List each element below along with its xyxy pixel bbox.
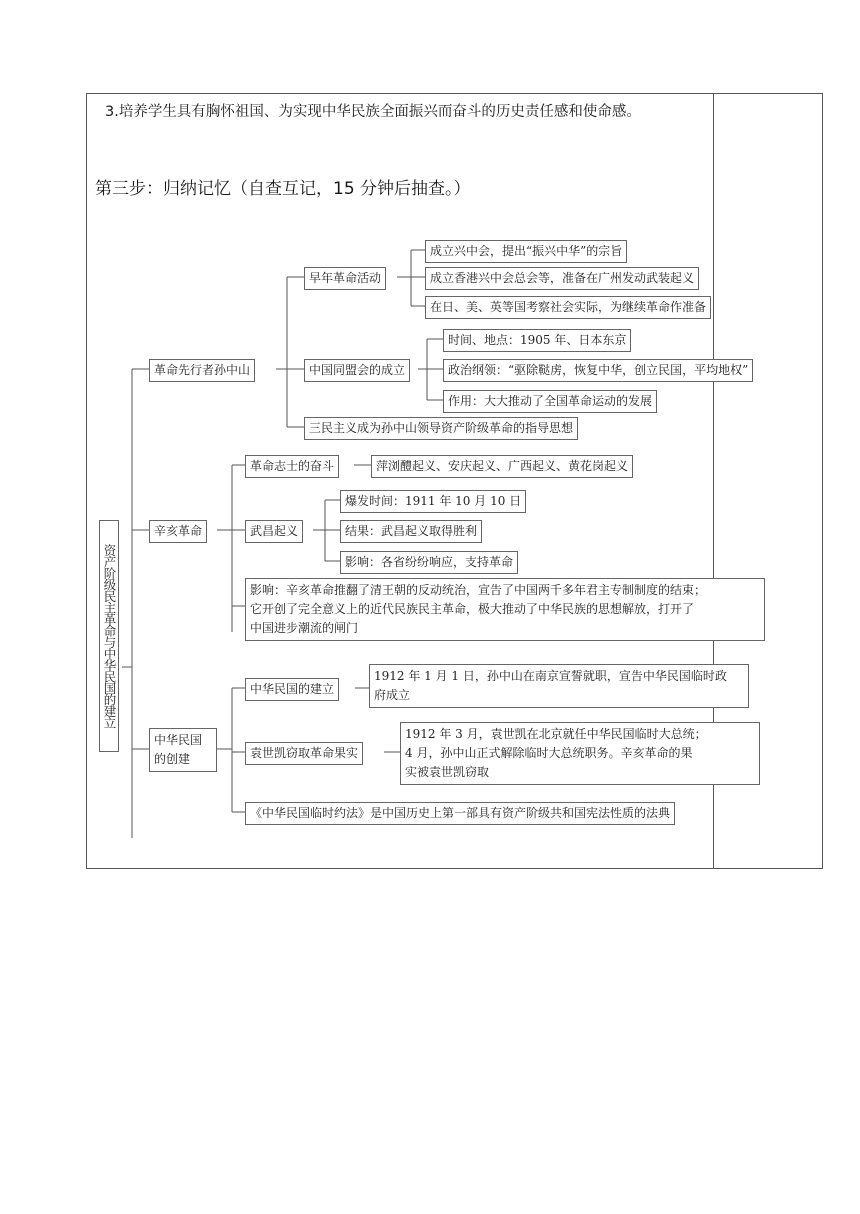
node-fighters: 革命志士的奋斗 [245,455,339,478]
node-roc-line-1: 中华民国 [154,733,203,747]
leaf-early-1: 成立兴中会，提出“振兴中华”的宗旨 [425,240,627,263]
mind-map [99,234,749,838]
influence-line-1: 影响：辛亥革命推翻了清王朝的反动统治，宣告了中国两千多年君主专制制度的结束； [250,583,707,597]
node-early-activities: 早年革命活动 [304,267,386,290]
leaf-wuchang-3: 影响：各省纷纷响应，支持革命 [340,551,518,574]
leaf-league-1: 时间、地点：1905 年、日本东京 [443,329,631,352]
leaf-league-3: 作用：大大推动了全国革命运动的发展 [443,390,657,413]
leaf-yuan-shikai [400,722,760,785]
step-title: 第三步：归纳记忆（自查互记，15 分钟后抽查。） [95,179,471,199]
node-xinhai: 辛亥革命 [149,520,207,543]
node-roc-line-2: 的创建 [154,752,191,766]
leaf-roc-founding [369,664,749,708]
node-tongmenghui: 中国同盟会的成立 [304,359,410,382]
node-three-principles: 三民主义成为孙中山领导资产阶级革命的指导思想 [304,417,578,440]
root-node: 资产阶级民主革命与中华民国的建立 [99,520,119,752]
leaf-early-2: 成立香港兴中会总会等，准备在广州发动武装起义 [425,267,699,290]
node-yuan-shikai: 袁世凯窃取革命果实 [245,742,363,765]
node-wuchang: 武昌起义 [245,520,303,543]
founding-line-2: 府成立 [374,688,411,702]
lesson-table [86,93,823,869]
node-sun-yatsen: 革命先行者孙中山 [149,359,255,382]
node-xinhai-influence [245,578,765,641]
leaf-wuchang-1: 爆发时间：1911 年 10 月 10 日 [340,490,526,513]
leaf-uprisings: 萍浏醴起义、安庆起义、广西起义、黄花岗起义 [371,455,633,478]
leaf-league-2: 政治纲领：“驱除鞑虏，恢复中华，创立民国，平均地权” [443,359,753,382]
yuan-line-3: 实被袁世凯窃取 [405,765,490,779]
yuan-line-1: 1912 年 3 月，袁世凯在北京就任中华民国临时大总统； [405,727,707,741]
leaf-wuchang-2: 结果：武昌起义取得胜利 [340,520,482,543]
influence-line-2: 它开创了完全意义上的近代民族民主革命，极大推动了中华民族的思想解放，打开了 [250,602,695,616]
node-roc-founding: 中华民国的建立 [245,678,339,701]
influence-line-3: 中国进步潮流的闸门 [250,621,359,635]
node-roc [149,728,217,772]
goal-text: 3.培养学生具有胸怀祖国、为实现中华民族全面振兴而奋斗的历史责任感和使命感。 [105,104,641,120]
leaf-early-3: 在日、美、英等国考察社会实际，为继续革命作准备 [425,296,711,319]
founding-line-1: 1912 年 1 月 1 日，孙中山在南京宣誓就职，宣告中华民国临时政 [374,669,727,683]
yuan-line-2: 4 月，孙中山正式解除临时大总统职务。辛亥革命的果 [405,746,693,760]
node-provisional-constitution: 《中华民国临时约法》是中国历史上第一部具有资产阶级共和国宪法性质的法典 [245,802,675,825]
